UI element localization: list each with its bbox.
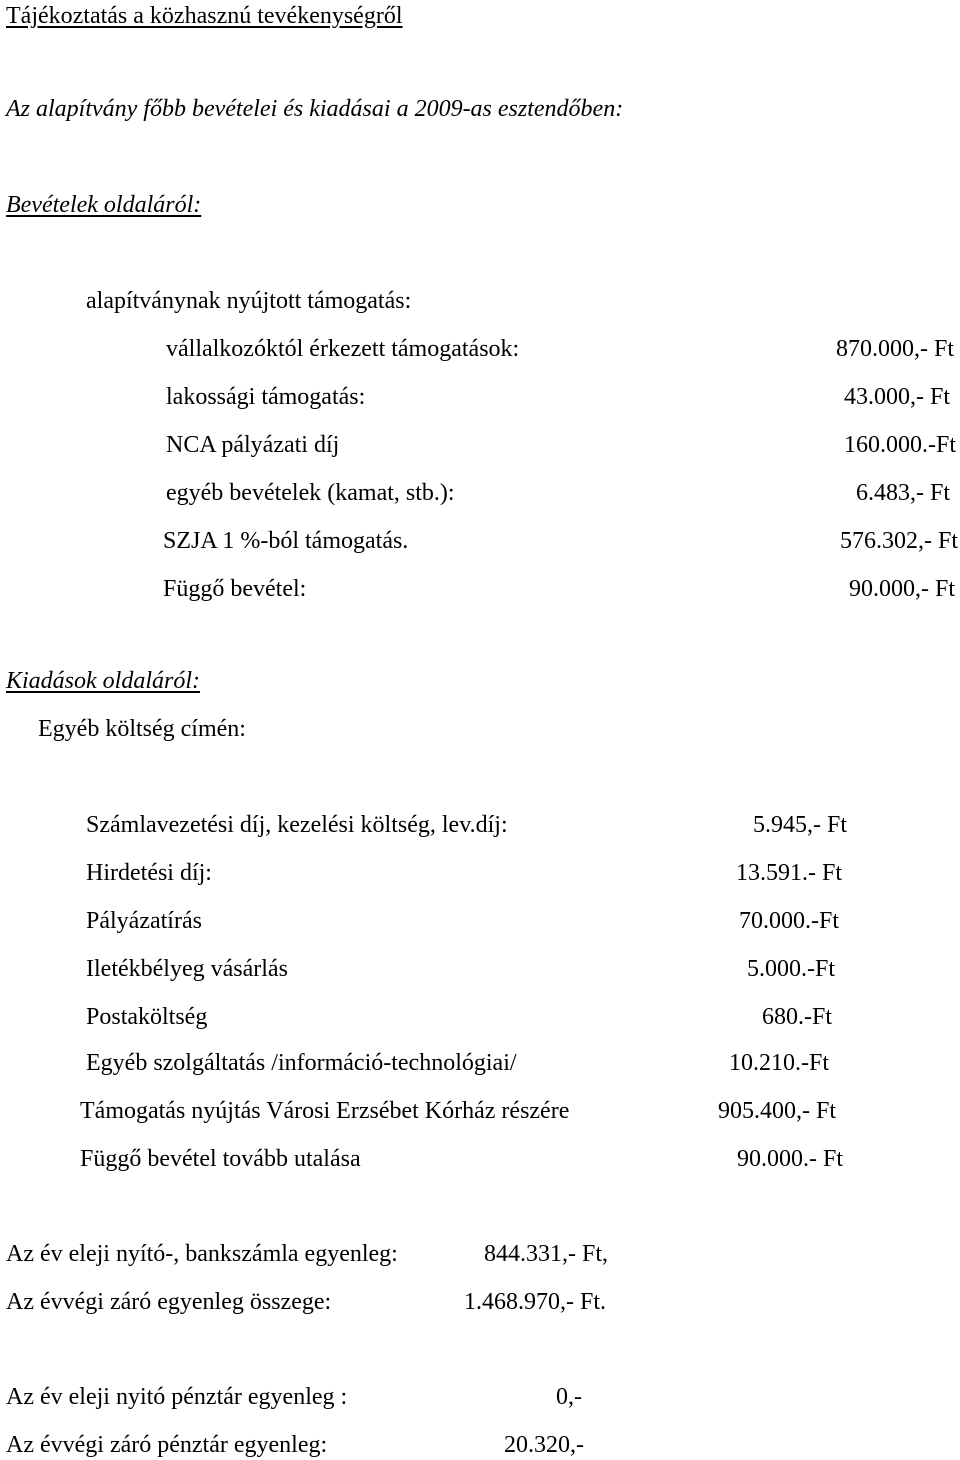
expense-item-amount: 70.000.-Ft (738, 908, 839, 934)
document-subtitle: Az alapítvány főbb bevételei és kiadásai a 2009-as esztendőben: (6, 96, 624, 122)
bank-closing-label: Az évvégi záró egyenleg összege: (6, 1289, 332, 1315)
income-item-amount: 576.302,- Ft (839, 528, 958, 554)
income-item-label: SZJA 1 %-ból támogatás. (163, 528, 409, 554)
income-heading: Bevételek oldaláról: (6, 192, 202, 218)
expense-item-amount: 10.210.-Ft (728, 1050, 829, 1076)
income-item-amount: 43.000,- Ft (843, 384, 950, 410)
bank-opening-value: 844.331,- Ft, (484, 1241, 609, 1267)
expense-item-amount: 5.945,- Ft (752, 812, 847, 838)
bank-opening-label: Az év eleji nyító-, bankszámla egyenleg: (6, 1241, 398, 1267)
expense-item-amount: 13.591.- Ft (735, 860, 842, 886)
expense-item-label: Pályázatírás (86, 908, 202, 934)
expense-item-label: Hirdetési díj: (86, 860, 212, 886)
expense-item-label: Függő bevétel tovább utalása (80, 1146, 361, 1172)
income-item-label: vállalkozóktól érkezett támogatások: (166, 336, 520, 362)
income-item-label: lakossági támogatás: (166, 384, 366, 410)
document-title: Tájékoztatás a közhasznú tevékenységről (6, 3, 403, 29)
expense-item-amount: 905.400,- Ft (717, 1098, 836, 1124)
expense-item-label: Egyéb szolgáltatás /információ-technológiai/ (86, 1050, 517, 1076)
expense-item-amount: 680.-Ft (761, 1004, 832, 1030)
expense-item-amount: 90.000.- Ft (736, 1146, 843, 1172)
expenses-group-label: Egyéb költség címén: (38, 716, 246, 742)
cash-closing-label: Az évvégi záró pénztár egyenleg: (6, 1432, 328, 1458)
cash-closing-value: 20.320,- (504, 1432, 584, 1458)
cash-opening-label: Az év eleji nyitó pénztár egyenleg : (6, 1384, 348, 1410)
income-item-label: NCA pályázati díj (166, 432, 340, 458)
income-item-amount: 6.483,- Ft (855, 480, 950, 506)
bank-closing-value: 1.468.970,- Ft. (464, 1289, 607, 1315)
expenses-heading: Kiadások oldaláról: (6, 668, 201, 694)
income-item-amount: 90.000,- Ft (848, 576, 955, 602)
income-item-label: Függő bevétel: (163, 576, 307, 602)
income-item-amount: 160.000.-Ft (843, 432, 956, 458)
expense-item-label: Iletékbélyeg vásárlás (86, 956, 288, 982)
income-group-label: alapítványnak nyújtott támogatás: (86, 288, 412, 314)
expense-item-label: Számlavezetési díj, kezelési költség, lev.díj: (86, 812, 508, 838)
expense-item-amount: 5.000.-Ft (746, 956, 835, 982)
expense-item-label: Postaköltség (86, 1004, 208, 1030)
income-item-amount: 870.000,- Ft (835, 336, 954, 362)
cash-opening-value: 0,- (556, 1384, 582, 1410)
income-item-label: egyéb bevételek (kamat, stb.): (166, 480, 455, 506)
expense-item-label: Támogatás nyújtás Városi Erzsébet Kórház részére (80, 1098, 570, 1124)
